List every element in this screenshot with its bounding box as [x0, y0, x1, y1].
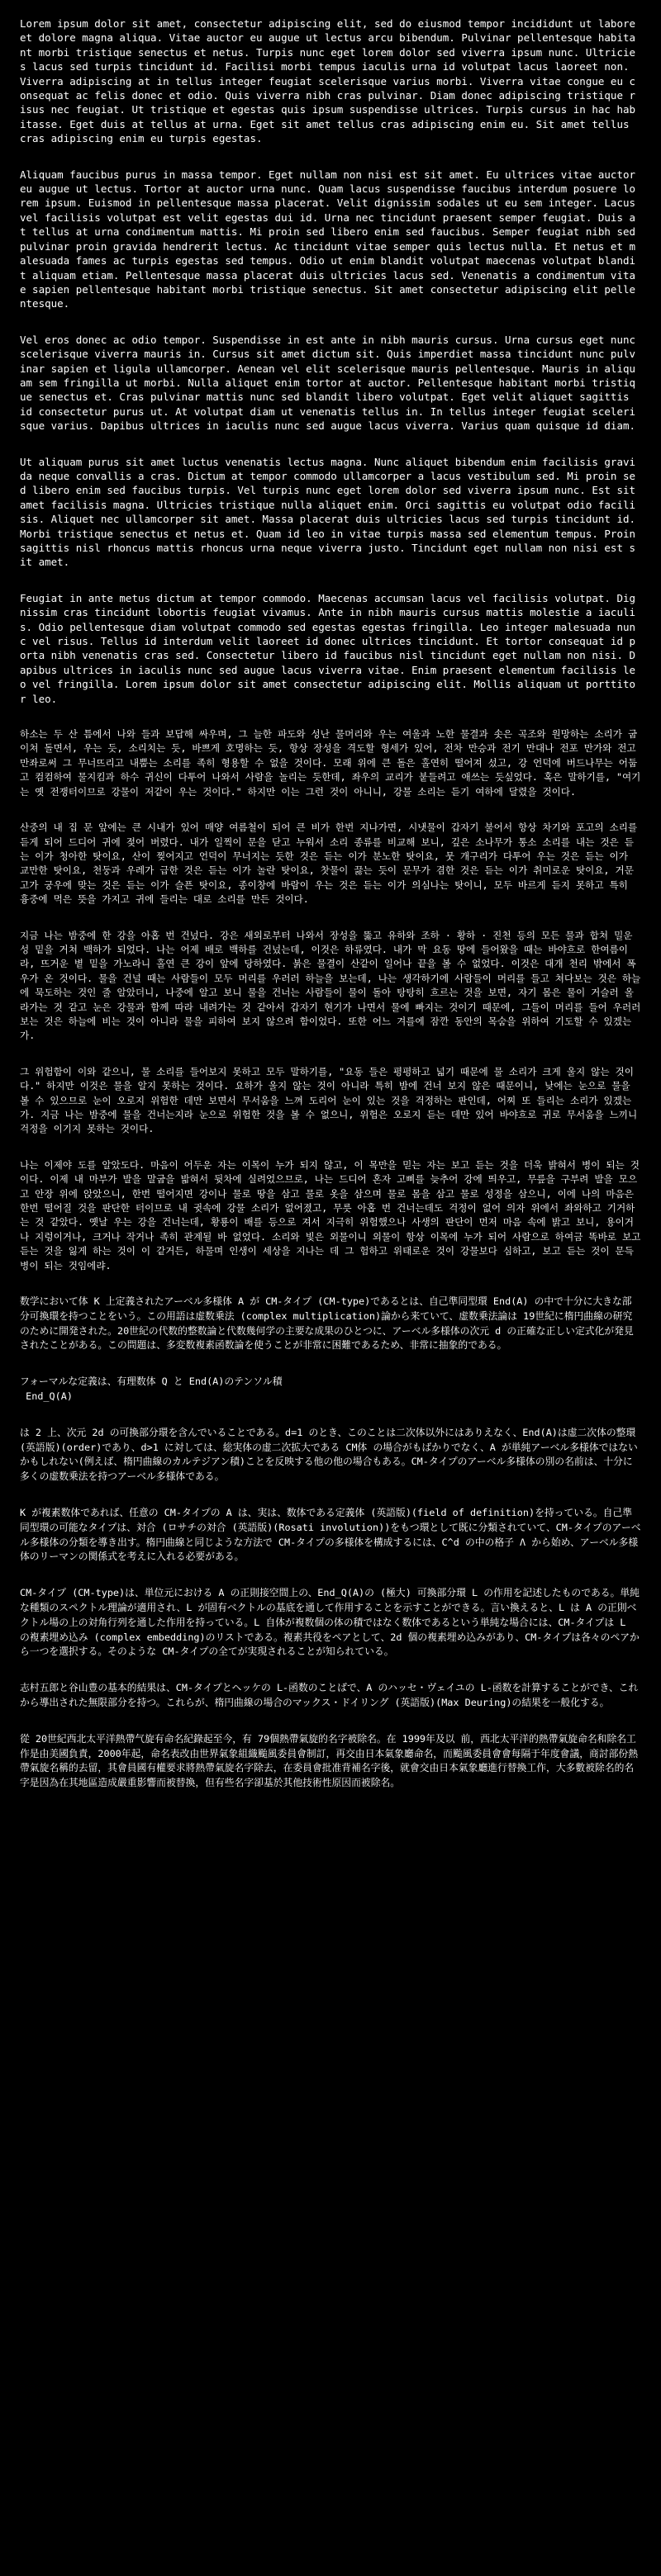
paragraph-korean-5: 나는 이제야 도를 알았도다. 마음이 어두운 자는 이목이 누가 되지 않고, 이 목만을 믿는 자는 보고 듣는 것을 더욱 밝혀서 병이 되는 것이다. 이제 내 마부가 발을 말굽을 밟혀서 뒷차에 실려었으므로, 나는 드디어 혼자 고삐를 늦추어 강에 띄우고, 무릎을 구부려 발을 모으고 안장 위에 앉았으니, 한번 떨어지면 강이나 물로 땅을 삼고 물로 옷을 삼으며 물로 몸을 삼고 물로 성정을 삼으니, 이에 나의 마음은 한번 떨어질 것을 판단한 터이므로 내 귓속에 강물 소리가 없어졌고, 무릇 아홉 번 건너는데도 걱정이 없어 의자 위에서 좌와하고 기거하는 것 같았다. 옛날 우는 강을 건너는데, 황룡이 배를 등으로 져서 지극히 위험했으나 사생의 판단이 먼저 마음 속에 밝고 보니, 용이거나 지렁이거나, 크거나 작거나 족히 관계될 바 없었다. 소리와 빛은 외물이니 외물이 항상 이목에 누가 되어 사람으로 하여금 똑바로 보고 듣는 것을 잃게 하는 것이 이 같거든, 하물며 인생이 세상을 지나는 데 그 험하고 위태로운 것이 강물보다 심하고, 보고 듣는 것이 문득 병이 되는 것임에랴.: [20, 1158, 647, 1271]
paragraph-latin-3: Vel eros donec ac odio tempor. Suspendisse in est ante in nibh mauris cursus. Urna cursus eget nunc scelerisque viverra mauris in. Cursus sit amet dictum sit. Quis imperdiet massa tincidunt nunc pulvinar sapien et ligula ullamcorper. Aenean vel elit scelerisque mauris pellentesque. Mauris in aliquam sem fringilla ut morbi. Nulla aliquet enim tortor at auctor. Pellentesque habitant morbi tristique senectus et. Cras pulvinar mattis nunc sed blandit libero volutpat. Eget velit aliquet sagittis id consectetur purus ut. At volutpat diam ut venenatis tellus in. In tellus integer feugiat scelerisque varius. Dapibus ultrices in iaculis nunc sed augue lacus viverra. Varius quam quisque id diam.: [20, 333, 642, 433]
paragraph-korean-3: 지금 나는 밤중에 한 강을 아홉 번 건넜다. 강은 새외로부터 나와서 장성을 뚫고 유하와 조하 · 황하 · 진천 등의 모든 물과 합쳐 밀운성 밑을 거쳐 백하가 되었다. 나는 어제 배로 백하를 건넜는데, 이것은 하류였다. 내가 막 요동 땅에 들어왔을 때는 바야흐로 한여름이라, 뜨거운 볕 밑을 가노라니 홀연 큰 강이 앞에 당하였다. 붉은 물결이 산같이 일어나 끝을 볼 수 없었다. 이것은 대개 천리 밖에서 폭우가 온 것이다. 물을 건널 때는 사람들이 모두 머리를 우러러 하늘을 보는데, 나는 생각하기에 사람들이 머리를 들고 쳐다보는 것은 하늘에 묵도하는 것인 줄 알았더니, 나중에 알고 보니 물을 건너는 사람들이 물이 돌아 탕탕히 흐르는 것을 보면, 자기 몸은 물이 거슬러 올라가는 것 같고 눈은 강물과 함께 따라 내려가는 것 같아서 갑자기 현기가 나면서 물에 빠지는 것이기 때문에, 그들이 머리를 들어 우러러보는 것은 하늘에 비는 것이 아니라 물을 피하여 보지 않으려 함이었다. 또한 어느 겨를에 잠깐 동안의 목숨을 위하여 기도할 수 있겠는가.: [20, 929, 641, 1042]
paragraph-korean-1: 하소는 두 산 틈에서 나와 들과 보답해 싸우며, 그 늘한 파도와 성난 물머리와 우는 여울과 노한 물결과 솟은 곡조와 원망하는 소리가 굽이쳐 돌면서, 우는 듯, 소리치는 듯, 바쁘게 호명하는 듯, 항상 장성을 격도할 형세가 있어, 전차 만승과 전기 만대나 전포 만가와 전고 만좌로써 그 무너뜨리고 내뿜는 소리를 족히 형용할 수 없을 것이다. 모래 위에 큰 돌은 홀연히 떨어져 섰고, 강 언덕에 버드나무는 어둡고 컴컴하여 물지킴과 하수 귀신이 다투어 나와서 사람을 놀리는 듯한데, 좌우의 교리가 붙들려고 애쓰는 듯싶었다. 혹은 말하기를, "여기는 옛 전쟁터이므로 강물이 저같이 우는 것이다." 하지만 이는 그런 것이 아니니, 강물 소리는 듣기 여하에 달렸을 것이다.: [20, 728, 642, 798]
paragraph-latin-1: Lorem ipsum dolor sit amet, consectetur adipiscing elit, sed do eiusmod tempor incididunt ut labore et dolore magna aliqua. Vitae auctor eu augue ut lectus arcu bibendum. Pulvinar pellentesque habitant morbi tristique senectus et netus. Turpis nunc eget lorem dolor sed viverra ipsum nunc. Ultricies lacus sed turpis tincidunt id. Facilisi morbi tempus iaculis urna id volutpat lacus laoreet non. Viverra adipiscing at in tellus integer feugiat scelerisque varius morbi. Viverra vitae congue eu consequat ac felis donec et odio. Quis viverra nibh cras pulvinar. Diam donec adipiscing tristique risus nec feugiat. Ut tristique et egestas quis ipsum suspendisse ultrices. Turpis cursus in hac habitasse. Eget duis at tellus at urna. Eget sit amet tellus cras adipiscing enim eu. Sit amet tellus cras adipiscing enim eu turpis egestas.: [20, 17, 642, 145]
paragraph-japanese-5: 志村五郎と谷山豊の基本的結果は、CM-タイプとヘッケの L-函数のことばで、A のハッセ・ヴェイユの L-函数を計算することができ、これから導出された無限部分を持つ。これらが、楕円曲線の場合のマックス・ドイリング (英語版)(Max Deuring)の結果を一般化する。: [20, 1682, 639, 1708]
paragraph-latin-2: Aliquam faucibus purus in massa tempor. Eget nullam non nisi est sit amet. Eu ultrices vitae auctor eu augue ut lectus. Tortor at auctor urna nunc. Quam lacus suspendisse faucibus interdum posuere lorem ipsum. Euismod in pellentesque massa placerat. Velit dignissim sodales ut eu sem integer. Lacus vel facilisis volutpat est velit egestas dui id. Urna nec tincidunt praesent semper feugiat. Duis at tellus at urna condimentum mattis. Mi proin sed libero enim sed faucibus. Semper feugiat nibh sed pulvinar proin gravida hendrerit lectus. Ac tincidunt vitae semper quis lectus nulla. Et netus et malesuada fames ac turpis egestas sed tempus. Odio ut enim blandit volutpat maecenas volutpat blandit aliquam etiam. Pellentesque massa placerat duis ultricies lacus sed. Venenatis a condimentum vitae sapien pellentesque habitant morbi tristique senectus. Sit amet consectetur adipiscing elit pellentesque.: [20, 168, 642, 310]
paragraph-chinese-1: 從 20世紀西北太平洋熱帶气旋有命名紀錄起至今，有 79個熱帶氣旋的名字被除名。在 1999年及以 前，西北太平洋的熱帶氣旋命名和除名工作是由美國負責，2000年起，命名表改由世界氣象組織颱風委員會制訂，再交由日本氣象廳命名，而颱風委員會會每隔于年度會議，商討部份熱帶氣旋名稱的去留，其會員國有權要求將熱帶氣旋名字除去，在委員會批准背補名字後，就會交由日本氣象廳進行替換工作，大多數被除名的名字是因為在其地區造成嚴重影響而被替換，但有些名字卻基於其他技術性原因而被除名。: [20, 1732, 639, 1789]
paragraph-korean-2: 산중의 내 집 문 앞에는 큰 시내가 있어 매양 여름철이 되어 큰 비가 한번 지나가면, 시냇물이 갑자기 불어서 항상 차기와 포고의 소리를 듣게 되어 드디어 귀에 젖어 버렸다. 내가 일찍이 문을 닫고 누워서 소리 종류를 비교해 보니, 깊은 소나무가 통소 소리를 내는 것은 듣는 이가 청아한 탓이요, 산이 찢어지고 언덕이 무너지는 듯한 것은 듣는 이가 분노한 탓이요, 뭇 개구리가 다투어 우는 것은 듣는 이가 교만한 탓이요, 천둥과 우레가 급한 것은 듣는 이가 놀란 탓이요, 찻물이 끓는 듯이 문무가 겸한 것은 듣는 이가 취미로운 탓이요, 거문고가 궁우에 맞는 것은 듣는 이가 슬픈 탓이요, 종이창에 바람이 우는 것은 듣는 이가 의심나는 탓이니, 모두 바르게 듣지 못하고 특히 흉중에 먹은 뜻을 가지고 귀에 들리는 대로 소리를 만든 것이다.: [20, 822, 644, 906]
paragraph-japanese-1: 数学において体 K 上定義されたアーベル多様体 A が CM-タイプ (CM-type)であるとは、自己準同型環 End(A) の中で十分に大きな部分可換環を持つことをいう。この用語は虚数乗法 (complex multiplication)論から来ていて、虚数乗法論は 19世紀に楕円曲線の研究のために開発された。20世紀の代数的整数論と代数幾何学の主要な成果のひとつに、アーベル多様体の次元 d の正確な正しい定式化が発見されたことがある。この問題は、多変数複素函数論を使うことが非常に困難であるため、非常に抽象的である。: [20, 1295, 634, 1352]
paragraph-japanese-2: は 2 上、次元 2d の可換部分環を含んでいることである。d=1 のとき、このことは二次体以外にはありえなく、End(A)は虚二次体の整環 (英語版)(order)であり、d>1 に対しては、総実体の虚二次拡大である CM体 の場合がもばかりでなく、A が単純アーベル多様体ではないかもしれない(例えば、楕円曲線のカルテジアン積)ことを反映する他の他の場合もある。CM-タイプのアーベル多様体の別の名前は、十分に多くの虚数乗法を持つアーベル多様体である。: [20, 1426, 642, 1483]
paragraph-japanese-definition: フォーマルな定義は、有理数体 Q と End(A)のテンソル積 End_Q(A): [20, 1376, 283, 1403]
paragraph-japanese-3: K が複素数体であれば、任意の CM-タイプの A は、実は、数体である定義体 (英語版)(field of definition)を持っている。自己準同型環の可能なタイプは、対合 (ロサチの対合 (英語版)(Rosati involution))をもつ環として既に分類されていて、CM-タイプのアーベル多様体の分類を導き出す。楕円曲線と同じような方法で CM-タイプの多様体を構成するには、C^d の中の格子 Λ から始め、アーベル多様体のリーマンの関係式を考えに入れる必要がある。: [20, 1507, 641, 1563]
paragraph-korean-4: 그 위험함이 이와 같으니, 물 소리를 들어보지 못하고 모두 말하기를, "요동 들은 평평하고 넓기 때문에 물 소리가 크게 울지 않는 것이다." 하지만 이것은 물을 알지 못하는 것이다. 요하가 울지 않는 것이 아니라 특히 밤에 건너 보지 않은 때문이니, 낮에는 눈으로 물을 볼 수 있으므로 눈이 오로지 위험한 데만 보면서 무서움을 느껴 도리어 눈이 있는 것을 걱정하는 판인데, 어찌 또 들리는 소리가 있겠는가. 지금 나는 밤중에 물을 건너는지라 눈으로 위험한 것을 볼 수 없으니, 위험은 오로지 듣는 데만 있어 바야흐로 귀로 무서움을 느끼니 걱정을 이기지 못하는 것이다.: [20, 1065, 644, 1135]
paragraph-latin-4: Ut aliquam purus sit amet luctus venenatis lectus magna. Nunc aliquet bibendum enim facilisis gravida neque convallis a cras. Dictum at tempor commodo ullamcorper a lacus vestibulum sed. Mi proin sed libero enim sed faucibus turpis. Vel turpis nunc eget lorem dolor sed viverra ipsum nunc. Est sit amet facilisis magna. Ultricies tristique nulla aliquet enim. Orci sagittis eu volutpat odio facilisis. Aliquet nec ullamcorper sit amet. Massa placerat duis ultricies lacus sed turpis tincidunt id. Morbi tristique senectus et netus et. Quam id leo in vitae turpis massa sed elementum tempus. Proin sagittis nisl rhoncus mattis rhoncus urna neque viverra justo. Tincidunt eget nullam non nisi est sit amet.: [20, 455, 642, 569]
paragraph-latin-5: Feugiat in ante metus dictum at tempor commodo. Maecenas accumsan lacus vel facilisis volutpat. Dignissim cras tincidunt lobortis feugiat vivamus. Ante in nibh mauris cursus mattis molestie a iaculis. Odio pellentesque diam volutpat commodo sed egestas egestas fringilla. Leo integer malesuada nunc vel risus. Tellus id interdum velit laoreet id donec ultrices tincidunt. Et tortor consequat id porta nibh venenatis cras sed. Consectetur libero id faucibus nisl tincidunt eget nullam non nisi. Dapibus ultrices in iaculis nunc sed augue lacus viverra vitae. Enim praesent elementum facilisis leo vel fringilla. Lorem ipsum dolor sit amet consectetur adipiscing elit. Mollis aliquam ut porttitor leo.: [20, 591, 636, 705]
paragraph-japanese-4: CM-タイプ (CM-type)は、単位元における A の正則接空間上の、End_Q(A)の (極大) 可換部分環 L の作用を記述したものである。単純な種類のスペクトル理論が適用され、L が固有ベクトルの基底を通して作用することを示すことができる。言い換えると、L は A の正則ベクトル場の上の対角行列を通した作用を持っている。L 自体が複数個の体の積ではなく数体であるという単純な場合には、CM-タイプは L の複素埋め込み (complex embedding)のリストである。複素共役をペアとして、2d 個の複素埋め込みがあり、CM-タイプは各々のペアから一つを選択する。そのような CM-タイプの全てが実現されることが知られている。: [20, 1587, 640, 1658]
